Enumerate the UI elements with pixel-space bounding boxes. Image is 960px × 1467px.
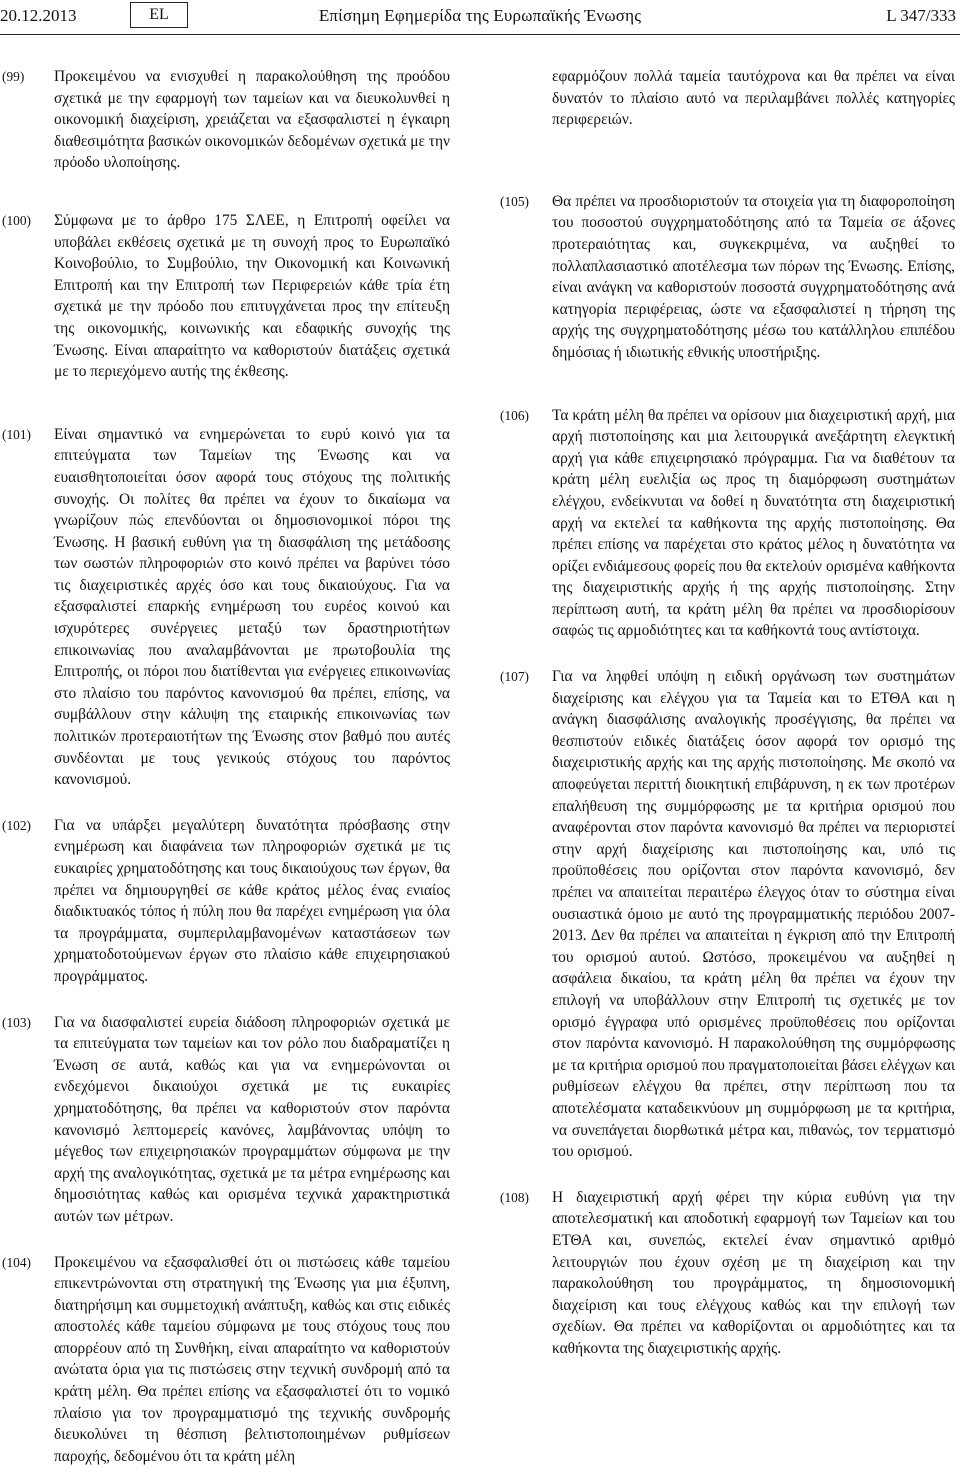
continued-text: εφαρμόζουν πολλά ταμεία ταυτόχρονα και θα πρέπει να είναι δυνατόν το πλαίσιο αυτό να περιλαμβάνει πολλές κατηγορίες περιφερειών. bbox=[500, 66, 955, 131]
recital-108 bbox=[500, 1187, 955, 1360]
recital-101 bbox=[2, 424, 450, 791]
recital-text: Προκειμένου να εξασφαλισθεί ότι οι πιστώσεις κάθε ταμείου επικεντρώνονται στη στρατηγική της Ένωσης για μια έξυπνη, διατηρήσιμη και συμμετοχική ανάπτυξη, καθώς και στις ειδικές αποστολές κάθε ταμείου σύμφωνα με τους στόχους τους που απορρέουν από τη Συνθήκη, είναι απαραίτητο να καθοριστούν ανώτατα όρια για τις πιστώσεις στην τεχνική συνδρομή από τα κράτη μέλη. Θα πρέπει επίσης να εξασφαλιστεί ότι το νομικό πλαίσιο για τον προγραμματισμό της τεχνικής συνδρομής διευκολύνει τη θέσπιση βελτιστοποιημένων ρυθμίσεων παροχής, δεδομένου ότι τα κράτη μέλη bbox=[54, 1252, 450, 1467]
recital-number: (103) bbox=[2, 1012, 54, 1034]
recital-104 bbox=[2, 1252, 450, 1467]
recital-text: Για να ληφθεί υπόψη η ειδική οργάνωση των συστημάτων διαχείρισης και ελέγχου για τα Ταμεία και το ΕΤΘΑ και η ανάγκη διασφάλισης αναλογικής προσέγγισης, θα πρέπει να θεσπιστούν ειδικές διατάξεις όσον αφορά τον ορισμό της διαχειριστικής αρχής και της αρχής πιστοποίησης. Με σκοπό να αποφεύγεται περιττή διοικητική επιβάρυνση, η εκ των προτέρων επαλήθευση της συμμόρφωσης με τα κριτήρια ορισμού που αναφέρονται στον παρόντα κανονισμό θα πρέπει να περιοριστεί στην αρχή διαχείρισης και πιστοποίησης και, υπό τις προϋποθέσεις που ορίζονται στον παρόντα κανονισμό, δεν πρέπει να απαιτείται περαιτέρω έλεγχος όταν το σύστημα είναι ουσιαστικά όμοιο με αυτό της προγραμματικής περιόδου 2007-2013. Δεν θα πρέπει να απαιτείται η έγκριση από την Επιτροπή του ορισμού αυτού. Ωστόσο, προκειμένου να αυξηθεί η ασφάλεια δικαίου, τα κράτη μέλη θα πρέπει να έχουν την επιλογή να υποβάλλουν στην Επιτροπή τις σχετικές με τον ορισμό έγγραφα υπό ορισμένες προϋποθέσεις που ορίζονται στον παρόντα κανονισμό. Η παρακολούθηση της συμμόρφωσης με τα κριτήρια ορισμού που πραγματοποιείται βάσει ελέγχων και ρυθμίσεων ελέγχου θα πρέπει, στην περίπτωση που τα αποτελέσματα καταδεικνύουν μη συμμόρφωση με τα κριτήρια, να συνεπάγεται διορθωτικά μέτρα και, πιθανώς, τον τερματισμό του ορισμού. bbox=[552, 666, 955, 1163]
recital-100 bbox=[2, 210, 450, 383]
page-header bbox=[0, 0, 960, 35]
recital-text: Είναι σημαντικό να ενημερώνεται το ευρύ κοινό για τα επιτεύγματα των Ταμείων της Ένωσης και να ευαισθητοποιείται όσον αφορά τους στόχους της πολιτικής συνοχής. Οι πολίτες θα πρέπει να έχουν το δικαίωμα να γνωρίζουν πώς επενδύονται οι δημοσιονομικοί πόροι της Ένωσης. Η βασική ευθύνη για τη διασφάλιση της μετάδοσης των σωστών πληροφοριών στο κοινό πρέπει να βαρύνει τόσο τις διαχειριστικές αρχές όσο και τους δικαιούχους. Για να εξασφαλιστεί επαρκής ενημέρωση του ευρέος κοινού και ισχυρότερες συνέργειες μεταξύ των δραστηριοτήτων επικοινωνίας που αναλαμβάνονται με πρωτοβουλία της Επιτροπής, οι πόροι που διατίθενται για ενέργειες επικοινωνίας στο πλαίσιο του παρόντος κανονισμού θα πρέπει, επίσης, να συμβάλλουν στην κάλυψη της εταιρικής επικοινωνίας των πολιτικών προτεραιοτήτων της Ένωσης στον βαθμό που αυτές συνδέονται με τους γενικούς στόχους του παρόντος κανονισμού. bbox=[54, 424, 450, 791]
recital-number: (100) bbox=[2, 210, 54, 232]
recital-text: Θα πρέπει να προσδιοριστούν τα στοιχεία για τη διαφοροποίηση του ποσοστού συγχρηματοδότησης από τα Ταμεία σε άξονες προτεραιότητας και, συγκεκριμένα, να αυξηθεί το πολλαπλασιαστικό αποτέλεσμα των πόρων της Ένωσης. Επίσης, είναι ανάγκη να καθοριστούν ποσοστά συγχρηματοδότησης ανά κατηγορία περιφέρειας, ώστε να εξασφαλιστεί η τήρηση της αρχής της συγχρηματοδότησης μέσω του κατάλληλου επιπέδου δημόσιας ή ιδιωτικής εθνικής υποστήριξης. bbox=[552, 191, 955, 364]
recital-number: (107) bbox=[500, 666, 552, 688]
recital-text: Σύμφωνα με το άρθρο 175 ΣΛΕΕ, η Επιτροπή οφείλει να υποβάλει εκθέσεις σχετικά με τη συνοχή προς το Ευρωπαϊκό Κοινοβούλιο, το Συμβούλιο, την Οικονομική και Κοινωνική Επιτροπή και την Επιτροπή των Περιφερειών κάθε τρία έτη σχετικά με την πρόοδο που επιτυγχάνεται προς την επίτευξη της οικονομικής, κοινωνικής και εδαφικής συνοχής της Ένωσης. Είναι απαραίτητο να καθοριστούν διατάξεις σχετικά με το περιεχόμενο αυτής της έκθεσης. bbox=[54, 210, 450, 383]
recital-105 bbox=[500, 191, 955, 364]
publication-date: 20.12.2013 bbox=[0, 5, 77, 27]
left-column bbox=[2, 66, 450, 1467]
recital-text: Η διαχειριστική αρχή φέρει την κύρια ευθύνη για την αποτελεσματική και αποδοτική εφαρμογή των Ταμείων και του ΕΤΘΑ και, συνεπώς, εκτελεί έναν σημαντικό αριθμό λειτουργιών που έχουν σχέση με τη διαχείριση και την παρακολούθηση του προγράμματος, τη δημοσιονομική διαχείριση και τους ελέγχους καθώς και την επιλογή των σχεδίων. Θα πρέπει να καθορίζονται οι αρμοδιότητες και τα καθήκοντα της διαχειριστικής αρχής. bbox=[552, 1187, 955, 1360]
recital-number: (101) bbox=[2, 424, 54, 446]
right-column bbox=[500, 66, 955, 1359]
recital-number: (102) bbox=[2, 815, 54, 837]
recital-number: (108) bbox=[500, 1187, 552, 1209]
recital-number: (106) bbox=[500, 405, 552, 427]
recital-107 bbox=[500, 666, 955, 1163]
recital-number: (105) bbox=[500, 191, 552, 213]
recital-text: Τα κράτη μέλη θα πρέπει να ορίσουν μια διαχειριστική αρχή, μια αρχή πιστοποίησης και μια λειτουργικά ανεξάρτητη ελεγκτική αρχή για κάθε επιχειρησιακό πρόγραμμα. Για να διαθέτουν τα κράτη μέλη ευελιξία ως προς τη διαμόρφωση συστημάτων ελέγχου, ενδείκνυται να δοθεί η δυνατότητα στη διαχειριστική αρχή να εκτελεί τα καθήκοντα της αρχής πιστοποίησης. Θα πρέπει επίσης να παρέχεται στο κράτος μέλος η δυνατότητα να ορίζει ενδιάμεσους φορείς που θα εκτελούν ορισμένα καθήκοντα της διαχειριστικής αρχής ή της αρχής πιστοποίησης. Στην περίπτωση αυτή, τα κράτη μέλη θα πρέπει να προσδιορίσουν σαφώς τις αρμοδιότητες και τα καθήκοντά τους αντίστοιχα. bbox=[552, 405, 955, 643]
recital-text: Για να διασφαλιστεί ευρεία διάδοση πληροφοριών σχετικά με τα επιτεύγματα των ταμείων και τον ρόλο που διαδραματίζει η Ένωση σε αυτά, καθώς και για να ενημερώνονται οι ενδεχόμενοι δικαιούχοι σχετικά με τις ευκαιρίες χρηματοδότησης, θα πρέπει να καθοριστούν στον παρόντα κανονισμό λεπτομερείς κανόνες, λαμβάνοντας υπόψη το μέγεθος των επιχειρησιακών προγραμμάτων σύμφωνα με την αρχή της αναλογικότητας, σχετικά με τα μέτρα ενημέρωσης και δημοσιότητας καθώς και ορισμένα τεχνικά χαρακτηριστικά αυτών των μέτρων. bbox=[54, 1012, 450, 1228]
journal-title: Επίσημη Εφημερίδα της Ευρωπαϊκής Ένωσης bbox=[0, 5, 960, 27]
recital-102 bbox=[2, 815, 450, 988]
recital-106 bbox=[500, 405, 955, 643]
language-badge: EL bbox=[130, 2, 188, 28]
recital-text: Για να υπάρξει μεγαλύτερη δυνατότητα πρόσβασης στην ενημέρωση και διαφάνεια των πληροφοριών σχετικά με τις ευκαιρίες χρηματοδότησης και τους δικαιούχους των έργων, θα πρέπει να δημιουργηθεί σε κάθε κράτος μέλος ένας ενιαίος διαδικτυακός τόπος ή πύλη που θα παρέχει ενημέρωση για όλα τα προγράμματα, συμπεριλαμβανομένων καταστάσεων των χρηματοδοτούμενων έργων στο πλαίσιο κάθε επιχειρησιακού προγράμματος. bbox=[54, 815, 450, 988]
page-reference: L 347/333 bbox=[886, 5, 956, 27]
recital-103 bbox=[2, 1012, 450, 1228]
recital-text: Προκειμένου να ενισχυθεί η παρακολούθηση της προόδου σχετικά με την εφαρμογή των ταμείων και να διευκολυνθεί η οικονομική διαχείριση, χρειάζεται να εξασφαλιστεί η έγκαιρη διαθεσιμότητα βασικών οικονομικών δεδομένων σχετικά με την πρόοδο υλοποίησης. bbox=[54, 66, 450, 174]
recital-number: (99) bbox=[2, 66, 54, 88]
recital-99 bbox=[2, 66, 450, 174]
recital-number: (104) bbox=[2, 1252, 54, 1274]
